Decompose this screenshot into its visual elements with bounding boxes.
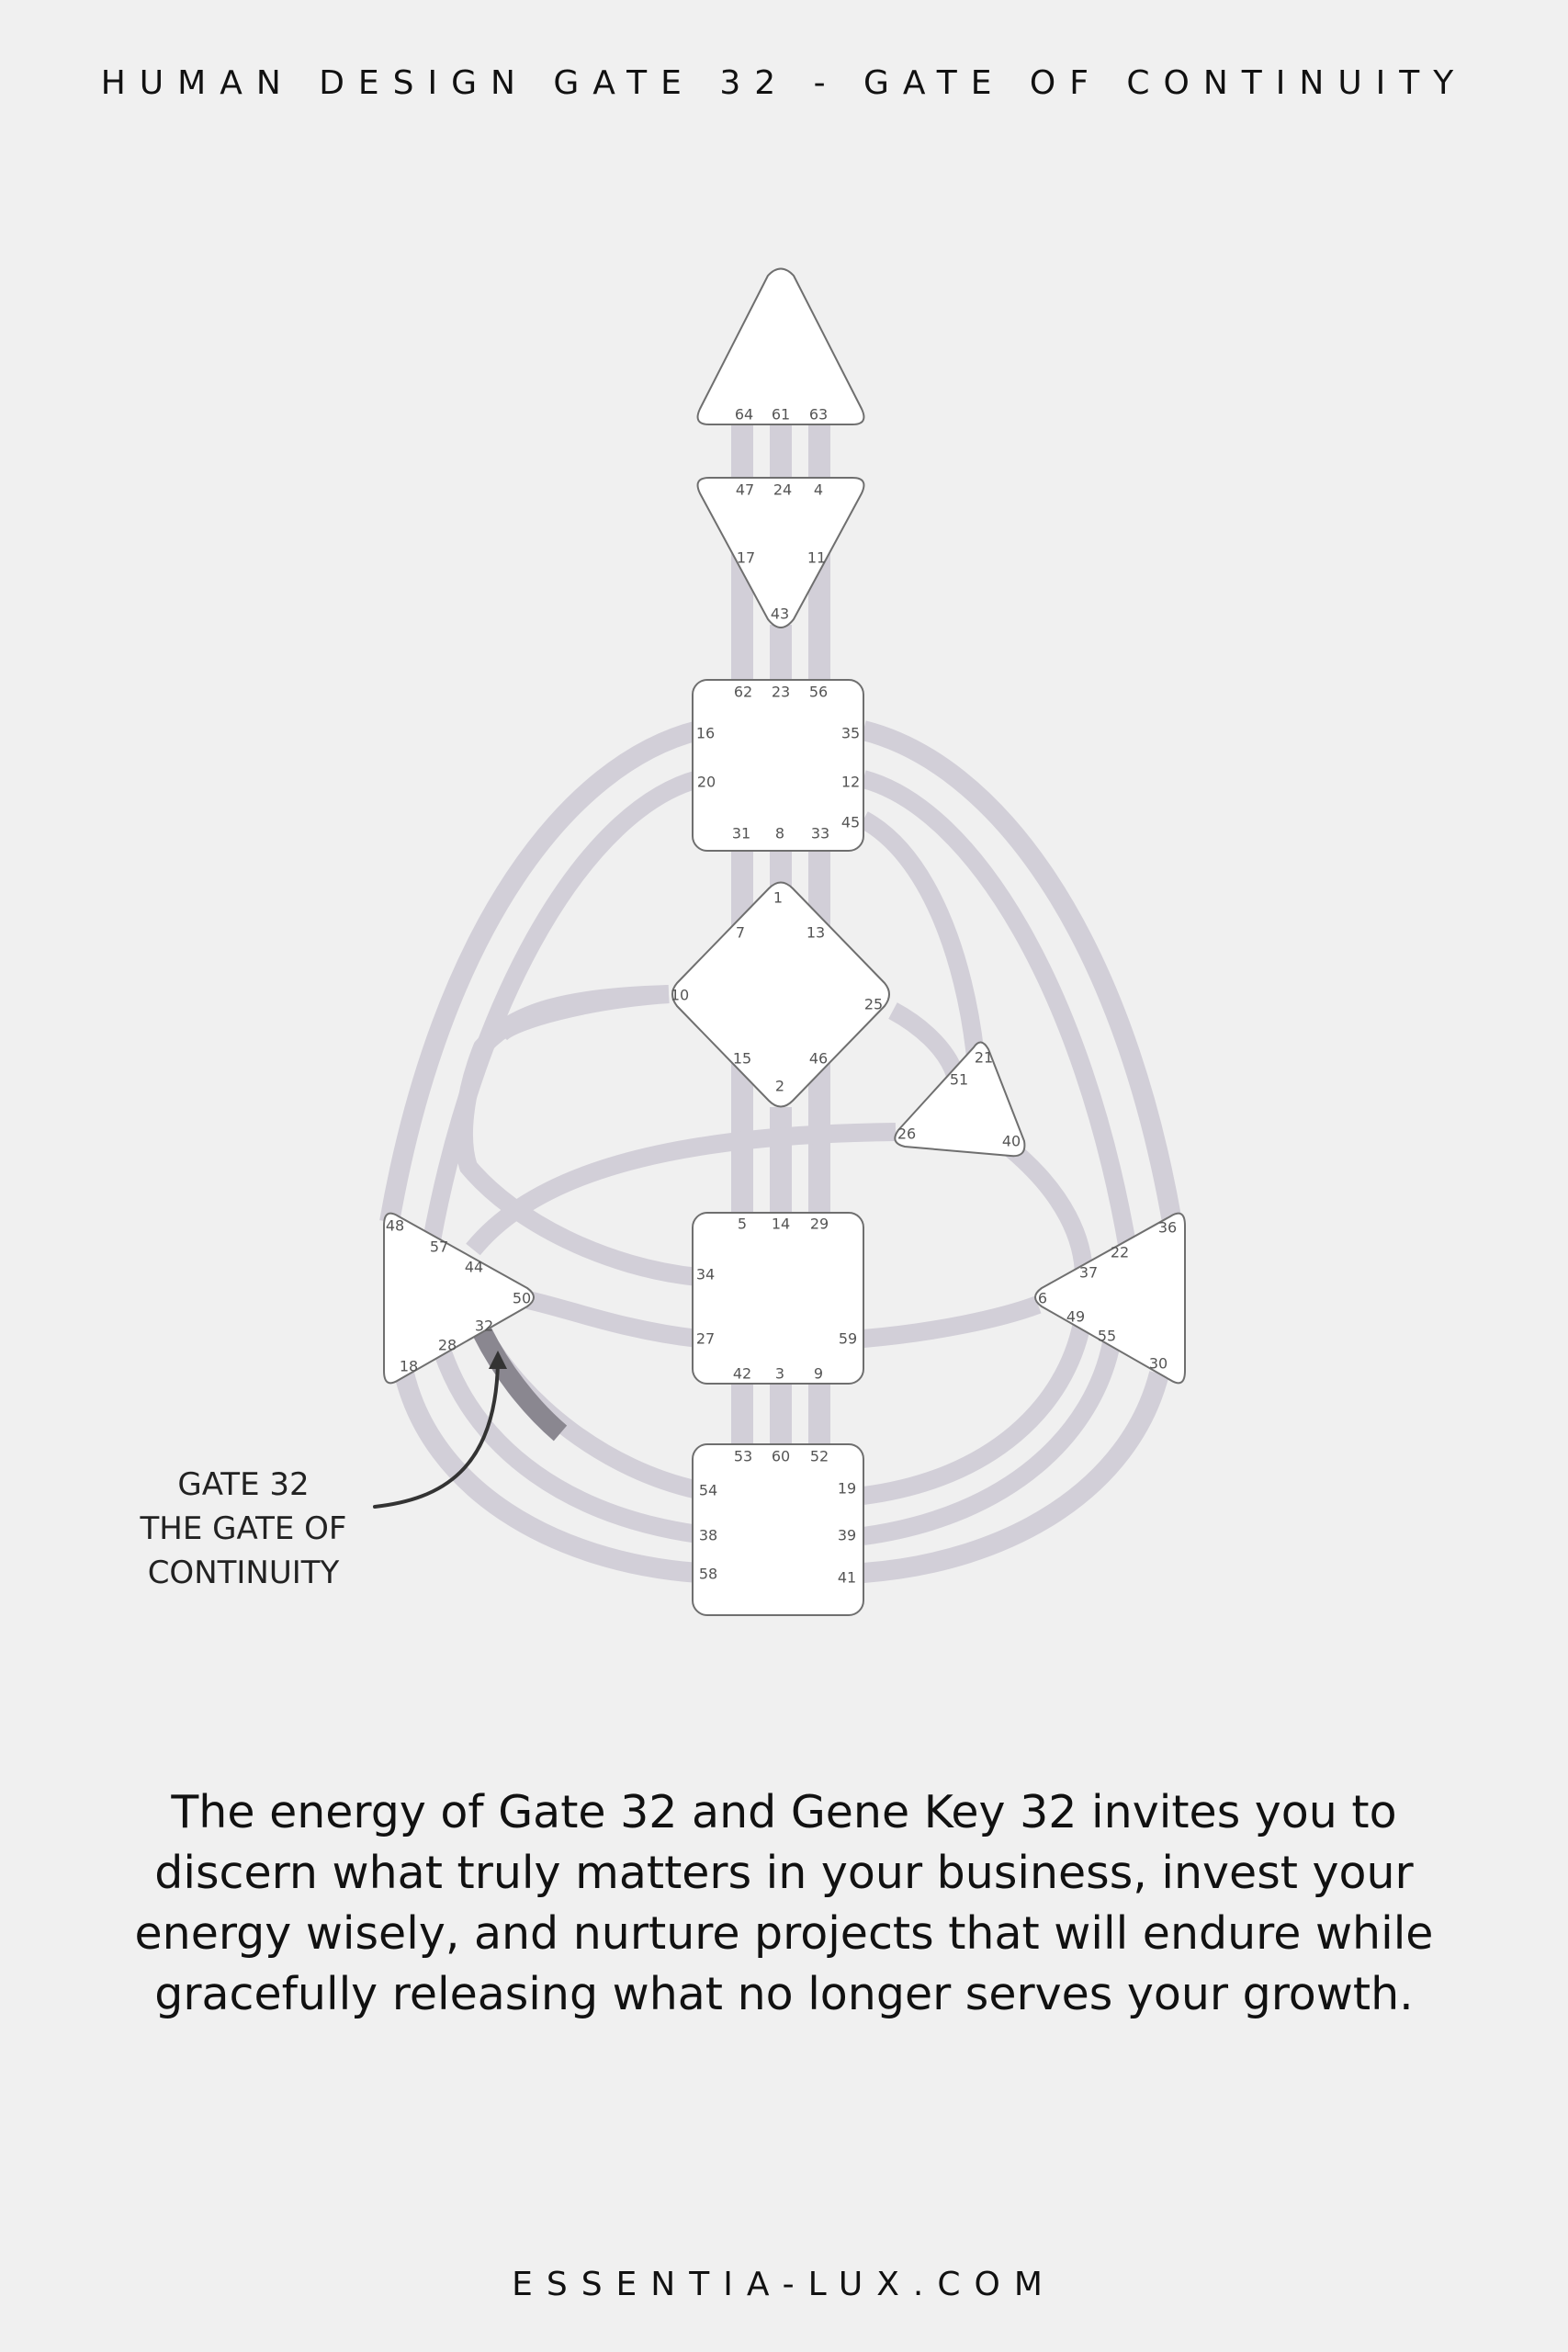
gate-label: 52 bbox=[809, 1447, 829, 1465]
gate-label: 41 bbox=[837, 1568, 857, 1587]
callout-line-3: CONTINUITY bbox=[147, 1555, 340, 1591]
gate-label: 50 bbox=[512, 1289, 532, 1307]
gate-label: 18 bbox=[399, 1357, 419, 1375]
head-center bbox=[698, 269, 864, 425]
gate-label: 16 bbox=[695, 724, 716, 742]
gate-label: 38 bbox=[698, 1526, 718, 1544]
gate-label: 28 bbox=[437, 1336, 457, 1354]
gate-label: 63 bbox=[808, 405, 829, 424]
gate-label: 54 bbox=[698, 1481, 718, 1499]
gate-label: 31 bbox=[731, 824, 751, 842]
gate-label: 1 bbox=[773, 888, 784, 907]
gate-label: 56 bbox=[808, 683, 829, 701]
gate-label: 57 bbox=[429, 1238, 449, 1256]
gate-label: 32 bbox=[474, 1317, 494, 1335]
channel-27-50 bbox=[528, 1300, 698, 1339]
gate-label: 6 bbox=[1037, 1289, 1048, 1307]
gate-label: 7 bbox=[735, 923, 746, 942]
gate-label: 45 bbox=[840, 813, 861, 831]
gate-label: 27 bbox=[695, 1329, 716, 1348]
gate-label: 49 bbox=[1066, 1307, 1086, 1326]
gate-label: 39 bbox=[837, 1526, 857, 1544]
g-center bbox=[672, 883, 889, 1107]
callout-line-1: GATE 32 bbox=[177, 1466, 310, 1503]
gate-label: 8 bbox=[774, 824, 785, 842]
gate-label: 14 bbox=[771, 1215, 791, 1233]
channel-19-49 bbox=[863, 1323, 1082, 1496]
gate-label: 59 bbox=[838, 1329, 858, 1348]
gate-32-highlight bbox=[482, 1332, 560, 1433]
gate-label: 44 bbox=[464, 1258, 484, 1276]
gate-label: 36 bbox=[1157, 1218, 1178, 1237]
gate-label: 15 bbox=[732, 1049, 752, 1068]
gate-label: 55 bbox=[1097, 1327, 1117, 1345]
gate-label: 30 bbox=[1148, 1354, 1168, 1373]
page-title: HUMAN DESIGN GATE 32 - GATE OF CONTINUITY bbox=[100, 64, 1468, 102]
gate-label: 21 bbox=[974, 1048, 994, 1067]
gate-label: 12 bbox=[840, 773, 861, 791]
gate-label: 51 bbox=[949, 1070, 969, 1089]
gate-label: 17 bbox=[736, 548, 756, 567]
gate-label: 4 bbox=[813, 481, 824, 499]
description-text: The energy of Gate 32 and Gene Key 32 invites you to discern what truly matters in your business, invest your energy wisely, and nurture projects that will endure while gracefully releasing what no longer serves your growth. bbox=[134, 1786, 1434, 2020]
gate-label: 47 bbox=[735, 481, 755, 499]
gate-label: 25 bbox=[863, 995, 884, 1013]
channel-59-6 bbox=[863, 1305, 1038, 1339]
gate-label: 42 bbox=[732, 1364, 752, 1383]
channel-25-51 bbox=[893, 1011, 955, 1075]
gate-label: 3 bbox=[774, 1364, 785, 1383]
gate-label: 13 bbox=[806, 923, 826, 942]
channel-10-57 bbox=[501, 994, 669, 1034]
gate-label: 29 bbox=[809, 1215, 829, 1233]
sacral-center bbox=[693, 1213, 863, 1384]
gate-label: 19 bbox=[837, 1479, 857, 1498]
gate-label: 23 bbox=[771, 683, 791, 701]
gate-label: 11 bbox=[807, 548, 827, 567]
callout-line-2: THE GATE OF bbox=[140, 1510, 347, 1547]
footer-website: ESSENTIA-LUX.COM bbox=[512, 2266, 1056, 2303]
gate-label: 20 bbox=[696, 773, 716, 791]
gate-label: 48 bbox=[385, 1216, 405, 1235]
gate-label: 10 bbox=[670, 986, 690, 1004]
gate-label: 46 bbox=[808, 1049, 829, 1068]
gate-label: 40 bbox=[1001, 1132, 1021, 1150]
gate-label: 37 bbox=[1078, 1263, 1099, 1282]
gate-label: 35 bbox=[840, 724, 861, 742]
gate-label: 9 bbox=[813, 1364, 824, 1383]
gate-label: 62 bbox=[733, 683, 753, 701]
gate-label: 61 bbox=[771, 405, 791, 424]
gate-label: 34 bbox=[695, 1265, 716, 1283]
gate-label: 60 bbox=[771, 1447, 791, 1465]
gate-label: 24 bbox=[773, 481, 793, 499]
gate-label: 26 bbox=[897, 1125, 917, 1143]
gate-label: 43 bbox=[770, 605, 790, 623]
gate-label: 22 bbox=[1110, 1243, 1130, 1261]
gate-label: 64 bbox=[734, 405, 754, 424]
gate-label: 33 bbox=[810, 824, 830, 842]
gate-label: 2 bbox=[774, 1077, 785, 1095]
gate-callout bbox=[101, 1463, 386, 1595]
gate-label: 53 bbox=[733, 1447, 753, 1465]
gate-label: 58 bbox=[698, 1565, 718, 1583]
channel-40-37 bbox=[1010, 1148, 1084, 1277]
gate-label: 5 bbox=[737, 1215, 748, 1233]
